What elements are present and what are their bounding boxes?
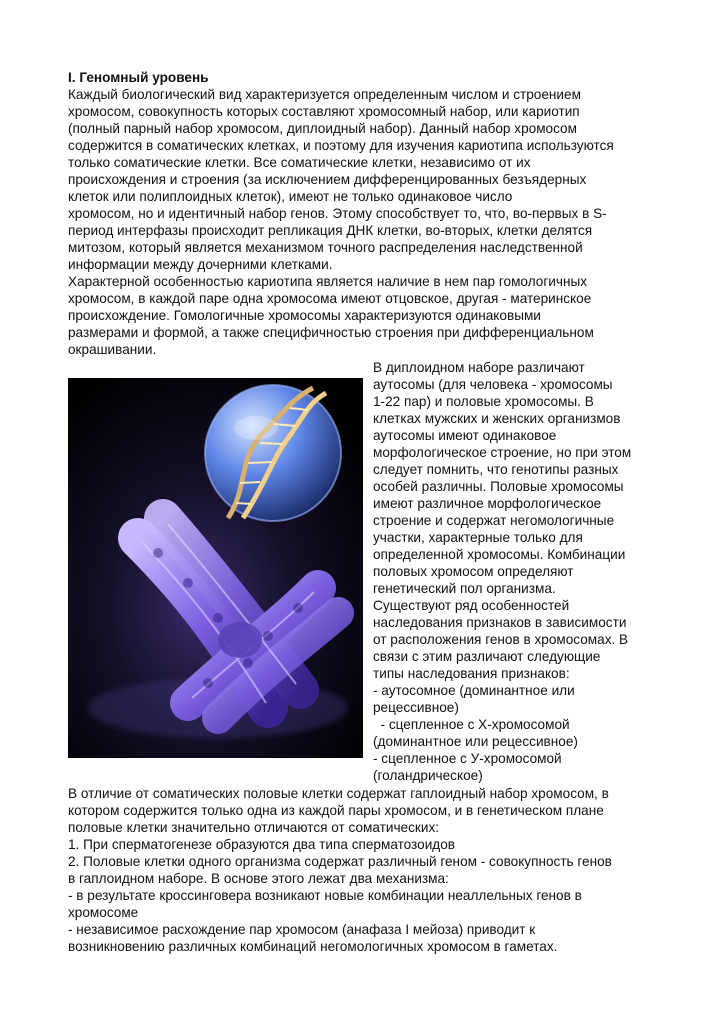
text-line: информации между дочерними клетками. — [68, 257, 333, 272]
text-line: хромосом, но и идентичный набор генов. Этому способствует то, что, во-первых в S- — [68, 206, 607, 221]
chromosome-illustration — [68, 378, 363, 758]
text-line: возникновению различных комбинаций негомологичных хромосом в гаметах. — [68, 939, 558, 954]
text-line: связи с этим различают следующие — [373, 649, 601, 664]
text-line: особей различны. Половые хромосомы — [373, 479, 624, 494]
dna-helix-icon — [205, 385, 341, 521]
text-line: 1-22 пар) и половые хромосомы. В — [373, 394, 594, 409]
text-line: половых хромосом определяют — [373, 564, 574, 579]
text-line: хромосоме — [68, 905, 139, 920]
text-line: период интерфазы происходит репликация ДНК клетки, во-вторых, клетки делятся — [68, 223, 593, 238]
list-item: - независимое расхождение пар хромосом (анафаза I мейоза) приводит к — [68, 922, 536, 937]
text-line: от расположения генов в хромосомах. В — [373, 632, 629, 647]
text-line: (полный парный набор хромосом, диплоидный набор). Данный набор хромосом — [68, 121, 577, 136]
text-line: содержится в соматических клетках, и поэтому для изучения кариотипа используются — [68, 138, 614, 153]
text-line: В диплоидном наборе различают — [373, 360, 585, 375]
text-line: В отличие от соматических половые клетки содержат гаплоидный набор хромосом, в — [68, 786, 609, 801]
text-line: следует помнить, что генотипы разных — [373, 462, 619, 477]
text-line: клетках мужских и женских организмов — [373, 411, 621, 426]
text-line: морфологическое строение, но при этом — [373, 445, 632, 460]
text-line: генетический пол организма. — [373, 581, 556, 596]
text-line: в гаплоидном наборе. В основе этого лежат два механизма: — [68, 871, 449, 886]
text-line: окрашивании. — [68, 342, 157, 357]
text-line: митозом, который является механизмом точного распределения наследственной — [68, 240, 583, 255]
text-line: хромосом, в каждой паре одна хромосома имеют отцовское, другая - материнское — [68, 291, 592, 306]
list-item: - в результате кроссинговера возникают новые комбинации неаллельных генов в — [68, 888, 582, 903]
text-line: только соматические клетки. Все соматические клетки, независимо от их — [68, 155, 531, 170]
list-item: 2. Половые клетки одного организма содержат различный геном - совокупность генов — [68, 854, 612, 869]
text-line: - аутосомное (доминантное или — [373, 683, 575, 698]
text-line: аутосомы имеют одинаковое — [373, 428, 557, 443]
text-line: участки, характерные только для — [373, 530, 583, 545]
text-line: котором содержится только одна из каждой пары хромосом, и в генетическом плане — [68, 803, 604, 818]
text-line: имеют различное морфологическое — [373, 496, 602, 511]
text-line: (доминантное или рецессивное) — [373, 734, 578, 749]
text-line: происхождения и строения (за исключением дифференцированных безъядерных — [68, 172, 587, 187]
text-line: типы наследования признаков: — [373, 666, 570, 681]
text-line: Характерной особенностью кариотипа является наличие в нем пар гомологичных — [68, 274, 588, 289]
list-item: 1. При сперматогенезе образуются два типа сперматозоидов — [68, 837, 456, 852]
text-line: происхождение. Гомологичные хромосомы характеризуются одинаковыми — [68, 308, 541, 323]
section-heading: I. Геномный уровень — [68, 70, 209, 85]
text-line: - сцепленное с У-хромосомой — [373, 751, 562, 766]
text-line: наследования признаков в зависимости — [373, 615, 627, 630]
text-line: клеток или полиплоидных клеток), имеют не только одинаковое число — [68, 189, 513, 204]
text-line: хромосом, совокупность которых составляют хромосомный набор, или кариотип — [68, 104, 580, 119]
text-line: (голандрическое) — [373, 768, 483, 783]
text-line: рецессивное) — [373, 700, 459, 715]
text-line: половые клетки значительно отличаются от соматических: — [68, 820, 440, 835]
text-line: Каждый биологический вид характеризуется определенным числом и строением — [68, 87, 581, 102]
text-line: размерами и формой, а также специфичностью строения при дифференциальном — [68, 325, 594, 340]
text-line: строение и содержат негомологичные — [373, 513, 615, 528]
text-line: - сцепленное с Х-хромосомой — [373, 717, 570, 732]
text-line: определенной хромосомы. Комбинации — [373, 547, 626, 562]
text-line: аутосомы (для человека - хромосомы — [373, 377, 613, 392]
text-line: Существуют ряд особенностей — [373, 598, 570, 613]
